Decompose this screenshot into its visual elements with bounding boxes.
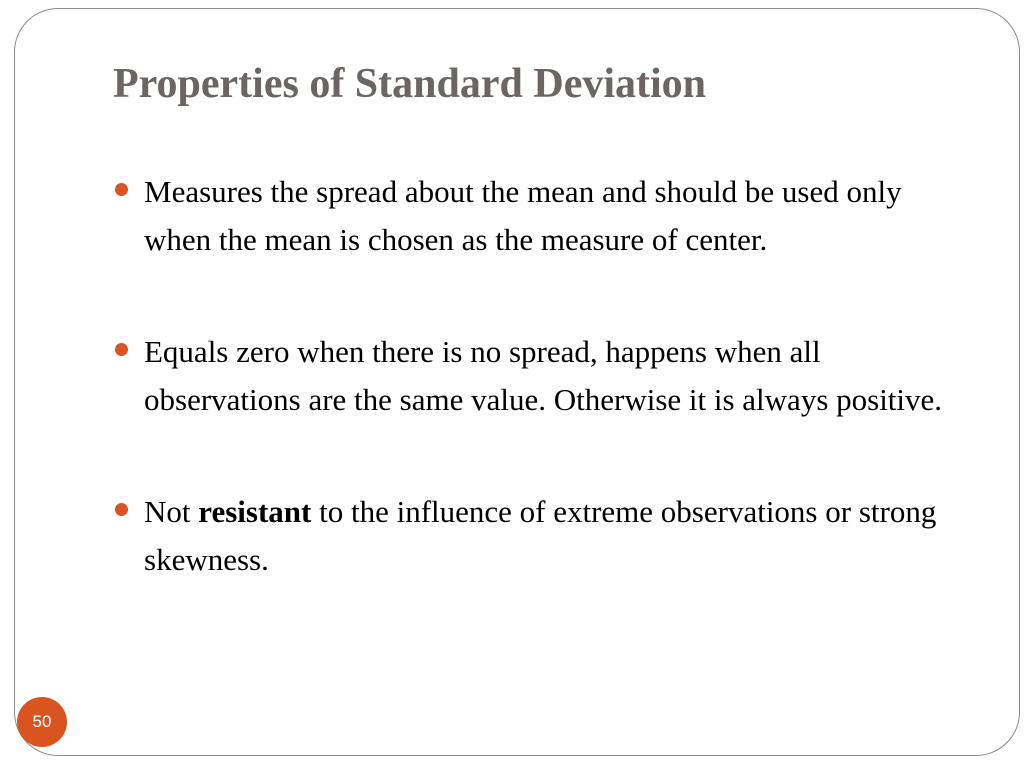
page-number-badge: 50: [17, 697, 67, 747]
bullet-text-suffix: to the influence of extreme observations or strong skewness.: [144, 494, 937, 577]
bullet-list: [114, 168, 964, 648]
bullet-dot-icon: [115, 183, 128, 196]
bullet-text: Measures the spread about the mean and should be used only when the mean is chosen as the measure of center.: [144, 174, 902, 257]
bullet-dot-icon: [115, 503, 128, 516]
bullet-item: [114, 328, 964, 424]
bullet-emphasis: resistant: [198, 494, 312, 529]
bullet-text-prefix: Not: [144, 494, 199, 529]
bullet-text: [144, 494, 936, 577]
slide-title: Properties of Standard Deviation: [113, 61, 707, 107]
bullet-item: [114, 488, 964, 584]
bullet-item: [114, 168, 964, 264]
bullet-dot-icon: [115, 343, 128, 356]
bullet-text: Equals zero when there is no spread, happens when all observations are the same value. Otherwise it is always positive.: [144, 334, 943, 417]
